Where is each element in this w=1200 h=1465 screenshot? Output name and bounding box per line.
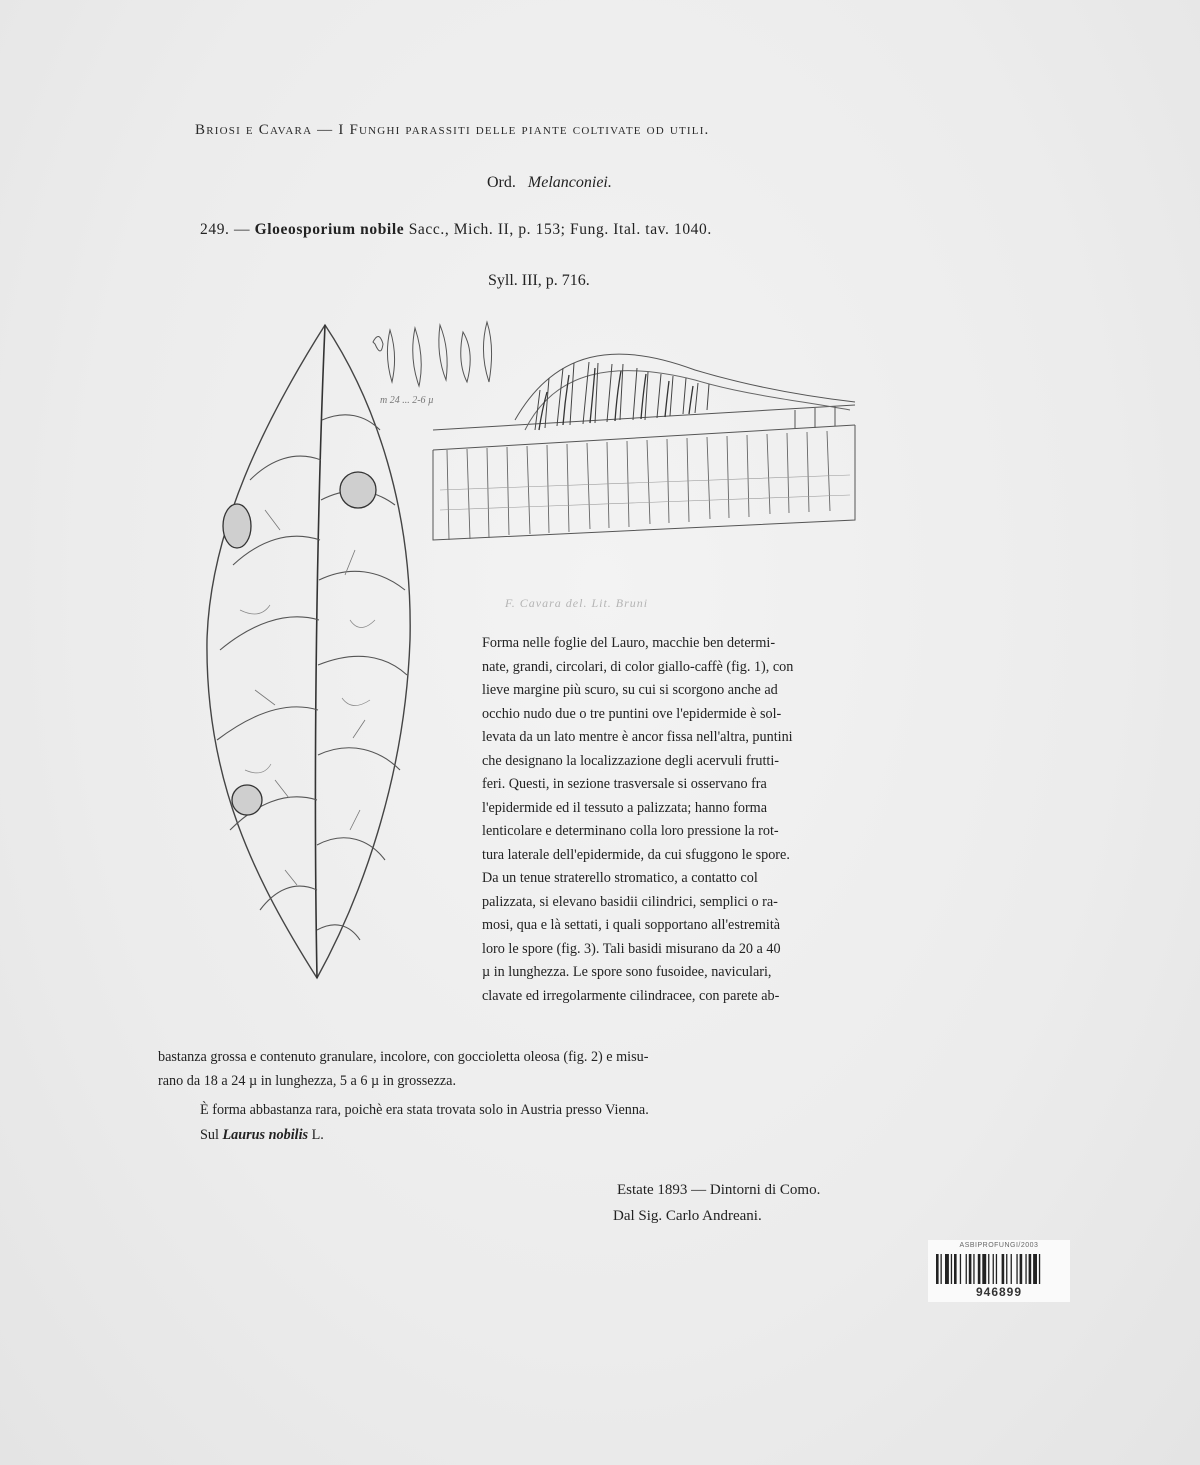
description-line: palizzata, si elevano basidii cilindrici, semplici o ra-: [482, 893, 778, 910]
spore-drawing: [373, 322, 492, 386]
order-name: Melanconiei.: [527, 174, 612, 191]
host-name: Laurus nobilis: [222, 1127, 309, 1143]
description-right-column: [482, 632, 994, 1008]
description-line: Da un tenue straterello stromatico, a contatto col: [482, 870, 758, 886]
species-number: 249. —: [200, 221, 251, 238]
artist-signature: F. Cavara del. Lit. Bruni: [505, 596, 649, 610]
host-suffix: L.: [311, 1127, 324, 1143]
description-line: l'epidermide ed il tessuto a palizzata; hanno forma: [482, 799, 768, 816]
leaf-spots: [223, 472, 376, 815]
description-line: µ in lunghezza. Le spore sono fusoidee, naviculari,: [482, 964, 772, 980]
description-line: lenticolare e determinano colla loro pressione la rot-: [482, 823, 779, 839]
leaf-drawing: [207, 325, 410, 978]
collection-date-locality: Estate 1893 — Dintorni di Como.: [617, 1182, 821, 1198]
sylloge-reference: Syll. III, p. 716.: [488, 272, 590, 289]
description-line: clavate ed irregolarmente cilindracee, con parete ab-: [482, 987, 780, 1004]
species-name: Gloeosporium nobile: [254, 221, 405, 238]
collector-line: Dal Sig. Carlo Andreani.: [613, 1208, 762, 1224]
description-line: mosi, qua e là settati, i quali sopportano all'estremità: [482, 917, 781, 933]
cross-section-drawing: [433, 354, 855, 540]
description-line: Forma nelle foglie del Lauro, macchie ben determi-: [482, 635, 776, 651]
description-line: che designano la localizzazione degli acervuli frutti-: [482, 752, 780, 769]
description-line: occhio nudo due o tre puntini ove l'epidermide è sol-: [482, 705, 782, 722]
running-title: Briosi e Cavara — I Funghi parassiti delle piante coltivate od utili.: [195, 122, 710, 138]
description-full-width: [158, 1046, 994, 1093]
description-line: nate, grandi, circolari, di color giallo-caffè (fig. 1), con: [482, 658, 794, 675]
description-line: loro le spore (fig. 3). Tali basidi misurano da 20 a 40: [482, 940, 781, 957]
barcode-icon: [936, 1254, 1062, 1284]
species-heading: [200, 221, 712, 239]
description-line: bastanza grossa e contenuto granulare, incolore, con goccioletta oleosa (fig. 2) e misu-: [158, 1049, 649, 1065]
description-line: levata da un lato mentre è ancor fissa nell'altra, puntini: [482, 729, 793, 745]
description-line: tura laterale dell'epidermide, da cui sfuggono le spore.: [482, 846, 790, 863]
rarity-note: È forma abbastanza rara, poichè era stata trovata solo in Austria presso Vienna.: [200, 1102, 649, 1118]
barcode-number: 946899: [975, 1285, 1023, 1299]
description-line: rano da 18 a 24 µ in lunghezza, 5 a 6 µ in grossezza.: [158, 1072, 457, 1089]
species-citation: Sacc., Mich. II, p. 153; Fung. Ital. tav. 1040.: [408, 221, 712, 238]
order-heading: [487, 174, 612, 192]
figure-marks: m 24 ... 2-6 µ: [380, 395, 434, 406]
barcode-caption: ASBIPROFUNGI/2003: [959, 1242, 1039, 1249]
order-prefix: Ord.: [487, 174, 516, 191]
description-line: lieve margine più scuro, su cui si scorgono anche ad: [482, 682, 778, 698]
host-prefix: Sul: [200, 1127, 219, 1143]
description-line: feri. Questi, in sezione trasversale si osservano fra: [482, 776, 767, 792]
host-line: [200, 1127, 324, 1144]
barcode-label: [928, 1240, 1070, 1302]
